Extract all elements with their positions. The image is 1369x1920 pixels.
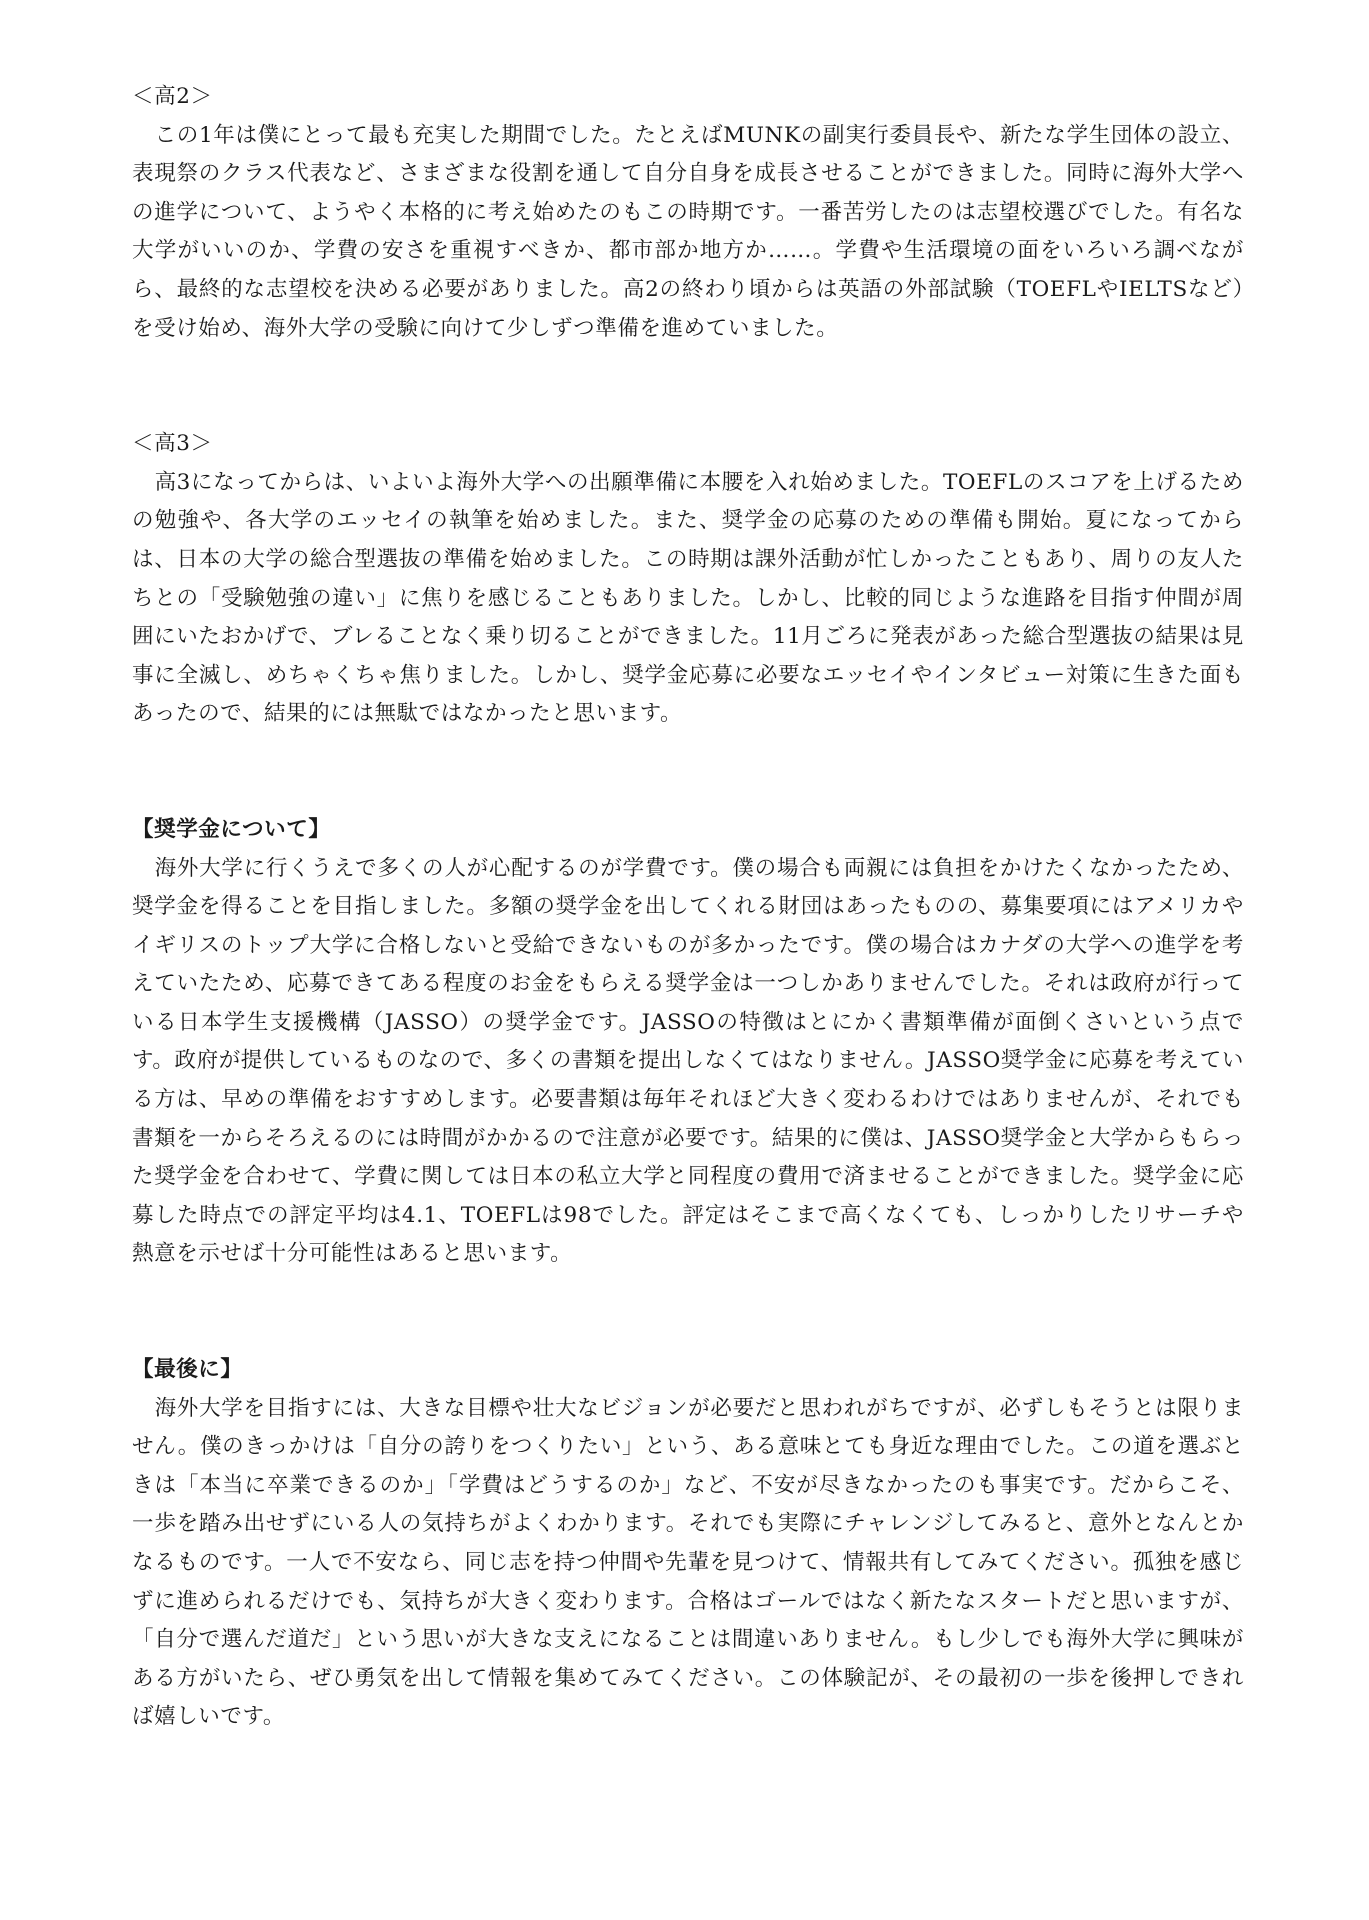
section-heading-high3: ＜高3＞ xyxy=(132,431,213,457)
section-body-high2: この1年は僕にとって最も充実した期間でした。たとえばMUNKの副実行委員長や、新たな学生団体の設立、表現祭のクラス代表など、さまざまな役割を通して自分自身を成長させることができました。同時に海外大学への進学について、ようやく本格的に考え始めたのもこの時期です。一番苦労したのは志望校選びでした。有名な大学がいいのか、学費の安さを重視すべきか、都市部か地方か……。学費や生活環境の面をいろいろ調べながら、最終的な志望校を決める必要がありました。高2の終わり頃からは英語の外部試験（TOEFLやIELTSなど）を受け始め、海外大学の受験に向けて少しずつ準備を進めていました。 xyxy=(132,122,1244,341)
section-heading-high2: ＜高2＞ xyxy=(132,84,213,109)
document-page xyxy=(132,78,1244,1737)
section-high2 xyxy=(132,78,1244,348)
section-spacer xyxy=(132,734,1244,811)
section-spacer xyxy=(132,1274,1244,1351)
section-body-conclusion: 海外大学を目指すには、大きな目標や壮大なビジョンが必要だと思われがちですが、必ずしもそうとは限りません。僕のきっかけは「自分の誇りをつくりたい」という、ある意味とても身近な理由でした。この道を選ぶときは「本当に卒業できるのか」「学費はどうするのか」など、不安が尽きなかったのも事実です。だからこそ、一歩を踏み出せずにいる人の気持ちがよくわかります。それでも実際にチャレンジしてみると、意外となんとかなるものです。一人で不安なら、同じ志を持つ仲間や先輩を見つけて、情報共有してみてください。孤独を感じずに進められるだけでも、気持ちが大きく変わります。合格はゴールではなく新たなスタートだと思いますが、「自分で選んだ道だ」という思いが大きな支えになることは間違いありません。もし少しでも海外大学に興味がある方がいたら、ぜひ勇気を出して情報を集めてみてください。この体験記が、その最初の一歩を後押しできれば嬉しいです。 xyxy=(132,1395,1244,1730)
section-heading-conclusion: 【最後に】 xyxy=(132,1357,243,1383)
section-high3 xyxy=(132,425,1244,734)
section-body-high3: 高3になってからは、いよいよ海外大学への出願準備に本腰を入れ始めました。TOEFLのスコアを上げるための勉強や、各大学のエッセイの執筆を始めました。また、奨学金の応募のための準備も開始。夏になってからは、日本の大学の総合型選抜の準備を始めました。この時期は課外活動が忙しかったこともあり、周りの友人たちとの「受験勉強の違い」に焦りを感じることもありました。しかし、比較的同じような進路を目指す仲間が周囲にいたおかげで、ブレることなく乗り切ることができました。11月ごろに発表があった総合型選抜の結果は見事に全滅し、めちゃくちゃ焦りました。しかし、奨学金応募に必要なエッセイやインタビュー対策に生きた面もあったので、結果的には無駄ではなかったと思います。 xyxy=(132,469,1244,727)
section-spacer xyxy=(132,348,1244,425)
section-scholarship xyxy=(132,811,1244,1274)
section-heading-scholarship: 【奨学金について】 xyxy=(132,816,331,842)
section-conclusion xyxy=(132,1351,1244,1737)
section-body-scholarship: 海外大学に行くうえで多くの人が心配するのが学費です。僕の場合も両親には負担をかけたくなかったため、奨学金を得ることを目指しました。多額の奨学金を出してくれる財団はあったものの、募集要項にはアメリカやイギリスのトップ大学に合格しないと受給できないものが多かったです。僕の場合はカナダの大学への進学を考えていたため、応募できてある程度のお金をもらえる奨学金は一つしかありませんでした。それは政府が行っている日本学生支援機構（JASSO）の奨学金です。JASSOの特徴はとにかく書類準備が面倒くさいという点です。政府が提供しているものなので、多くの書類を提出しなくてはなりません。JASSO奨学金に応募を考えている方は、早めの準備をおすすめします。必要書類は毎年それほど大きく変わるわけではありませんが、それでも書類を一からそろえるのには時間がかかるので注意が必要です。結果的に僕は、JASSO奨学金と大学からもらった奨学金を合わせて、学費に関しては日本の私立大学と同程度の費用で済ませることができました。奨学金に応募した時点での評定平均は4.1、TOEFLは98でした。評定はそこまで高くなくても、しっかりしたリサーチや熱意を示せば十分可能性はあると思います。 xyxy=(132,855,1244,1267)
